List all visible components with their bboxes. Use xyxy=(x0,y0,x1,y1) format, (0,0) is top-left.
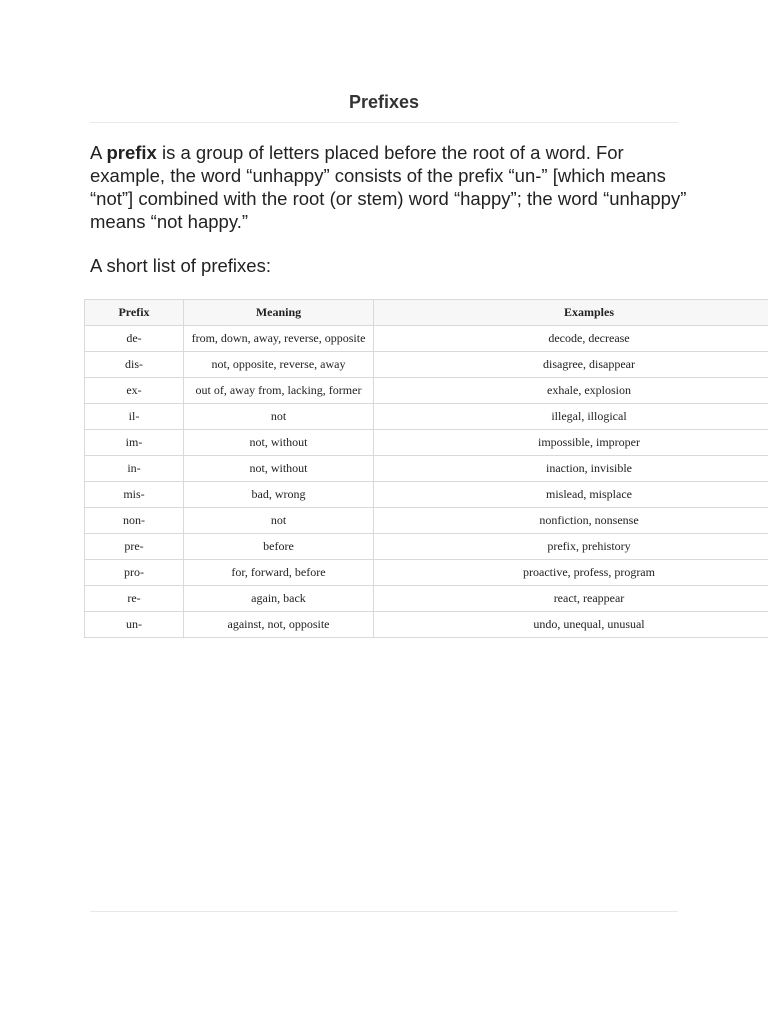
cell-examples: inaction, invisible xyxy=(374,456,768,482)
table-row xyxy=(85,612,768,638)
title-divider xyxy=(90,122,678,123)
cell-meaning: out of, away from, lacking, former xyxy=(184,378,374,404)
cell-prefix: de- xyxy=(85,326,184,352)
cell-examples: undo, unequal, unusual xyxy=(374,612,768,638)
cell-prefix: pro- xyxy=(85,560,184,586)
cell-examples: prefix, prehistory xyxy=(374,534,768,560)
page-title: Prefixes xyxy=(348,92,420,112)
intro-term: prefix xyxy=(106,142,157,163)
table-row xyxy=(85,352,768,378)
cell-prefix: un- xyxy=(85,612,184,638)
cell-examples: proactive, profess, program xyxy=(374,560,768,586)
cell-meaning: not, without xyxy=(184,456,374,482)
cell-meaning: not, without xyxy=(184,430,374,456)
header-prefix: Prefix xyxy=(85,300,184,326)
cell-meaning: not xyxy=(184,404,374,430)
cell-examples: nonfiction, nonsense xyxy=(374,508,768,534)
cell-prefix: mis- xyxy=(85,482,184,508)
cell-meaning: again, back xyxy=(184,586,374,612)
cell-examples: mislead, misplace xyxy=(374,482,768,508)
footer-divider xyxy=(90,911,678,912)
table-row xyxy=(85,482,768,508)
cell-meaning: against, not, opposite xyxy=(184,612,374,638)
cell-meaning: not xyxy=(184,508,374,534)
table-row xyxy=(85,378,768,404)
table-row xyxy=(85,560,768,586)
cell-examples: illegal, illogical xyxy=(374,404,768,430)
table-row xyxy=(85,404,768,430)
cell-examples: disagree, disappear xyxy=(374,352,768,378)
table-row xyxy=(85,326,768,352)
cell-prefix: pre- xyxy=(85,534,184,560)
cell-prefix: re- xyxy=(85,586,184,612)
cell-examples: impossible, improper xyxy=(374,430,768,456)
cell-prefix: im- xyxy=(85,430,184,456)
prefix-table xyxy=(84,299,768,638)
table-row xyxy=(85,586,768,612)
list-intro: A short list of prefixes: xyxy=(90,255,271,276)
cell-meaning: not, opposite, reverse, away xyxy=(184,352,374,378)
intro-text-rest: is a group of letters placed before the root of a word. For example, the word “unhappy” consists of the prefix “un-” [which means “not”] combined with the root (or stem) word “happy”; the word “unhappy” means “not happy.” xyxy=(90,142,687,232)
cell-examples: decode, decrease xyxy=(374,326,768,352)
table-row xyxy=(85,430,768,456)
table-row xyxy=(85,534,768,560)
header-meaning: Meaning xyxy=(184,300,374,326)
cell-meaning: from, down, away, reverse, opposite xyxy=(184,326,374,352)
cell-prefix: ex- xyxy=(85,378,184,404)
cell-examples: exhale, explosion xyxy=(374,378,768,404)
intro-text-start: A xyxy=(90,142,107,163)
table-row xyxy=(85,456,768,482)
cell-examples: react, reappear xyxy=(374,586,768,612)
table-header-row xyxy=(85,300,768,326)
cell-meaning: before xyxy=(184,534,374,560)
cell-prefix: dis- xyxy=(85,352,184,378)
cell-meaning: bad, wrong xyxy=(184,482,374,508)
cell-prefix: in- xyxy=(85,456,184,482)
cell-prefix: il- xyxy=(85,404,184,430)
table-row xyxy=(85,508,768,534)
prefix-table-container xyxy=(84,299,768,638)
cell-meaning: for, forward, before xyxy=(184,560,374,586)
cell-prefix: non- xyxy=(85,508,184,534)
intro-paragraph xyxy=(90,141,690,233)
header-examples: Examples xyxy=(374,300,768,326)
